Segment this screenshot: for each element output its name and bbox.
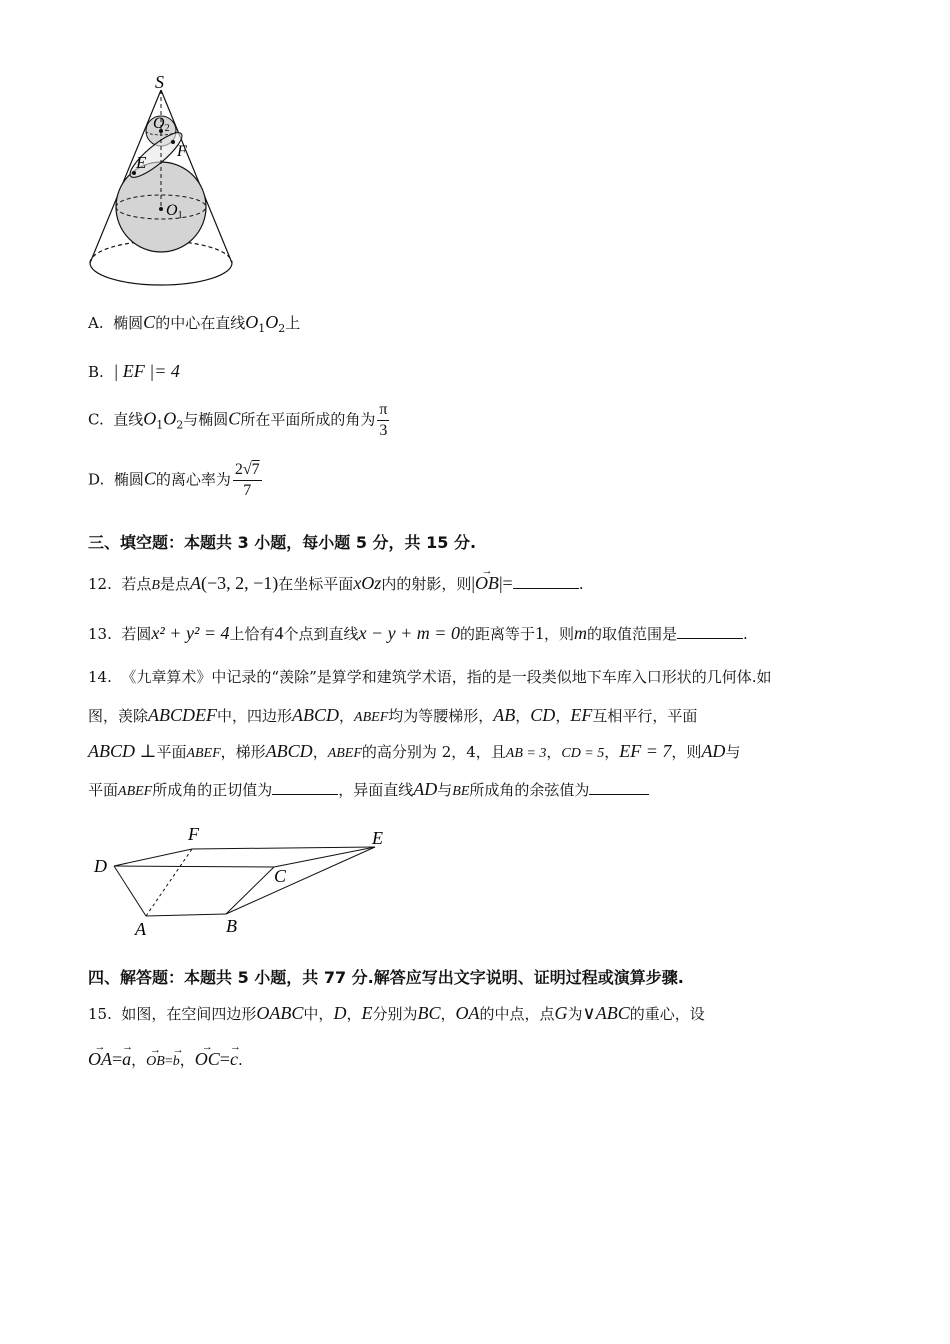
label-f: F bbox=[177, 143, 187, 160]
question-15-line-2: → OA=→ a，→ OB=→ b，→ OC=→ c. bbox=[88, 1048, 243, 1073]
cone-figure bbox=[80, 70, 250, 295]
section-4-heading: 四、解答题：本题共 5 小题，共 77 分.解答应写出文字说明、证明过程或演算步骤. bbox=[88, 968, 684, 987]
xianchu-figure bbox=[88, 820, 398, 945]
question-12: 12. 若点B是点A(−3, 2, −1)在坐标平面xOz内的射影，则|→ OB|= . bbox=[88, 572, 583, 597]
answer-blank-13[interactable] bbox=[677, 624, 743, 639]
label-b: B bbox=[226, 916, 237, 936]
question-15-line-1: 15. 如图，在空间四边形OABC中，D，E分别为BC，OA的中点，点G为∨ABC的重心，设 bbox=[88, 1003, 705, 1023]
question-14-line-1: 14. 《九章算术》中记录的“羡除”是算学和建筑学术语，指的是一段类似地下车库入口形状的几何体.如 bbox=[88, 668, 772, 686]
label-c: C bbox=[274, 866, 287, 886]
label-d: D bbox=[94, 856, 107, 876]
fraction-eccentricity: $\frac{2√7}{7}$ bbox=[234, 461, 260, 499]
label-e: E bbox=[136, 153, 147, 172]
answer-blank-14a[interactable] bbox=[272, 780, 338, 795]
answer-blank-14b[interactable] bbox=[589, 780, 649, 795]
question-13: 13. 若圆x² + y² = 4上恰有4个点到直线x − y + m = 0的距离等于1，则m的取值范围是 . bbox=[88, 623, 748, 643]
option-a: A. 椭圆C的中心在直线$O_1O_2$上 bbox=[88, 312, 301, 335]
label-o2: O2 bbox=[153, 115, 170, 134]
label-e: E bbox=[372, 828, 383, 848]
question-14-line-3: ABCD ⊥平面ABEF，梯形ABCD，ABEF的高分别为 2，4，且AB = 3，CD = 5，EF = 7，则AD与 bbox=[88, 741, 741, 761]
question-14-line-4: 平面ABEF所成角的正切值为 ，异面直线AD与BE所成角的余弦值为 bbox=[88, 778, 649, 803]
label-s: S bbox=[155, 72, 164, 92]
fraction-pi-3: $\frac{\pi}{3}$ bbox=[379, 401, 388, 439]
option-d: D. 椭圆C的离心率为 $\frac{2√7}{7}$ bbox=[88, 461, 260, 499]
section-3-heading: 三、填空题：本题共 3 小题，每小题 5 分，共 15 分. bbox=[88, 533, 477, 552]
question-14-line-2: 图，羡除ABCDEF中，四边形ABCD，ABEF均为等腰梯形，AB，CD，EF互相平行，平面 bbox=[88, 705, 698, 725]
option-c: C. 直线$O_1O_2$与椭圆C所在平面所成的角为 $\frac{\pi}{3}$ bbox=[88, 401, 388, 439]
label-o1: O1 bbox=[166, 202, 183, 221]
option-b: B. | EF |= 4 bbox=[88, 361, 180, 381]
answer-blank-12[interactable] bbox=[513, 574, 579, 589]
label-f: F bbox=[188, 824, 199, 844]
label-a: A bbox=[135, 919, 146, 939]
